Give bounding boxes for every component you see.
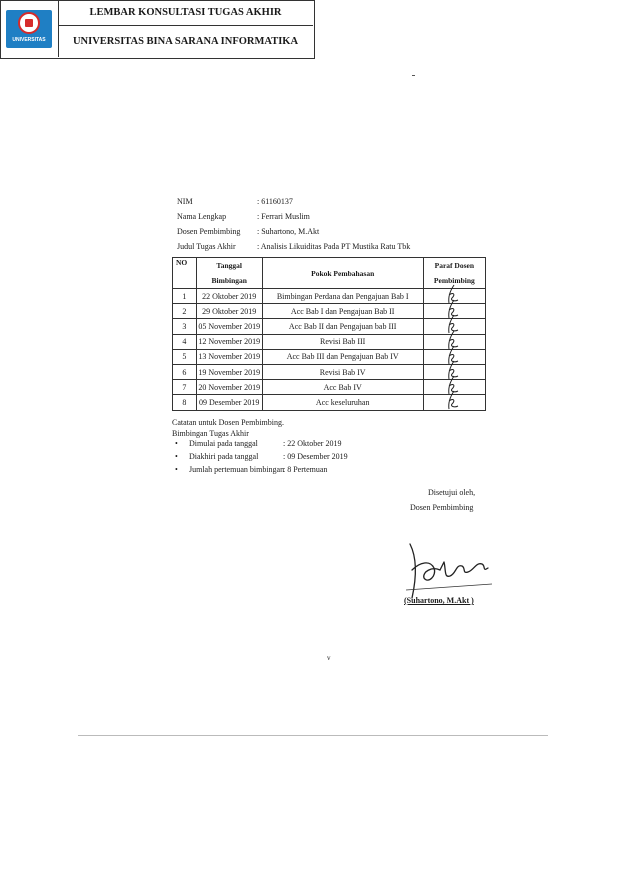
row-no: 6: [173, 364, 197, 379]
bullet-icon: •: [175, 452, 178, 461]
notes-line2: Bimbingan Tugas Akhir: [172, 429, 249, 438]
row-no: 3: [173, 319, 197, 334]
row-no: 4: [173, 334, 197, 349]
row-topic: Acc Bab IV: [262, 380, 423, 395]
info-label-advisor: Dosen Pembimbing: [177, 227, 241, 236]
row-date: 29 Oktober 2019: [196, 304, 262, 319]
header-sign-line2: Pembimbing: [433, 276, 475, 285]
table-row: [173, 395, 486, 410]
notes-line1: Catatan untuk Dosen Pembimbing.: [172, 418, 284, 427]
row-topic: Acc Bab III dan Pengajuan Bab IV: [262, 349, 423, 364]
row-date: 20 November 2019: [196, 380, 262, 395]
row-no: 2: [173, 304, 197, 319]
header-sign-line1: Paraf Dosen: [434, 261, 475, 270]
bullet-icon: •: [175, 439, 178, 448]
row-topic: Revisi Bab III: [262, 334, 423, 349]
row-date: 22 Oktober 2019: [196, 289, 262, 304]
table-row: [173, 289, 486, 304]
info-value-name: : Ferrari Muslim: [257, 212, 310, 221]
form-title: LEMBAR KONSULTASI TUGAS AKHIR: [58, 0, 313, 26]
info-label-name: Nama Lengkap: [177, 212, 227, 221]
table-row: [173, 334, 486, 349]
bullet-icon: •: [175, 465, 178, 474]
signer-name: (Suhartono, M.Akt ): [404, 596, 474, 605]
row-topic: Acc Bab II dan Pengajuan bab III: [262, 319, 423, 334]
row-date: 19 November 2019: [196, 364, 262, 379]
logo-cell: [0, 0, 59, 57]
table-row: [173, 380, 486, 395]
consultation-table: [172, 257, 486, 411]
row-signature-cell: [423, 395, 485, 410]
bullet-value-end: : 09 Desember 2019: [283, 452, 348, 461]
scan-speck: [412, 75, 415, 76]
form-header: [0, 0, 315, 59]
row-date: 05 November 2019: [196, 319, 262, 334]
advisor-signature: [404, 540, 494, 600]
row-topic: Bimbingan Perdana dan Pengajuan Bab I: [262, 289, 423, 304]
row-topic: Acc keseluruhan: [262, 395, 423, 410]
bullet-value-count: : 8 Pertemuan: [283, 465, 328, 474]
row-date: 13 November 2019: [196, 349, 262, 364]
header-no: NO: [173, 258, 197, 289]
row-no: 7: [173, 380, 197, 395]
page-number: v: [327, 654, 331, 662]
table-row: [173, 319, 486, 334]
header-date-line1: Tanggal: [216, 261, 242, 270]
row-topic: Revisi Bab IV: [262, 364, 423, 379]
header-date: [196, 258, 262, 289]
info-value-advisor: : Suhartono, M.Akt: [257, 227, 320, 236]
header-date-line2: Bimbingan: [211, 276, 247, 285]
info-value-nim: : 61160137: [257, 197, 293, 206]
bullet-label-count: Jumlah pertemuan bimbingan: [189, 465, 285, 474]
row-no: 8: [173, 395, 197, 410]
info-value-title: : Analisis Likuiditas Pada PT Mustika Ratu Tbk: [257, 242, 411, 251]
bullet-label-end: Diakhiri pada tanggal: [189, 452, 259, 461]
table-row: [173, 349, 486, 364]
approval-line2: Dosen Pembimbing: [410, 503, 474, 512]
approval-line1: Disetujui oleh,: [428, 488, 476, 497]
university-logo: [6, 10, 52, 48]
table-row: [173, 364, 486, 379]
logo-emblem-icon: [18, 12, 40, 34]
row-date: 12 November 2019: [196, 334, 262, 349]
logo-text: UNIVERSITAS: [12, 37, 46, 43]
info-label-nim: NIM: [177, 197, 193, 206]
bullet-value-start: : 22 Oktober 2019: [283, 439, 342, 448]
scan-edge-line: [78, 735, 548, 736]
info-label-title: Judul Tugas Akhir: [177, 242, 236, 251]
bullet-label-start: Dimulai pada tanggal: [189, 439, 258, 448]
university-name: UNIVERSITAS BINA SARANA INFORMATIKA: [72, 36, 299, 47]
row-topic: Acc Bab I dan Pengajuan Bab II: [262, 304, 423, 319]
row-date: 09 Desember 2019: [196, 395, 262, 410]
row-no: 1: [173, 289, 197, 304]
header-topic: Pokok Pembahasan: [262, 258, 423, 289]
row-no: 5: [173, 349, 197, 364]
paraf-mark-icon: [442, 389, 462, 413]
table-row: [173, 304, 486, 319]
table-header-row: [173, 258, 486, 289]
